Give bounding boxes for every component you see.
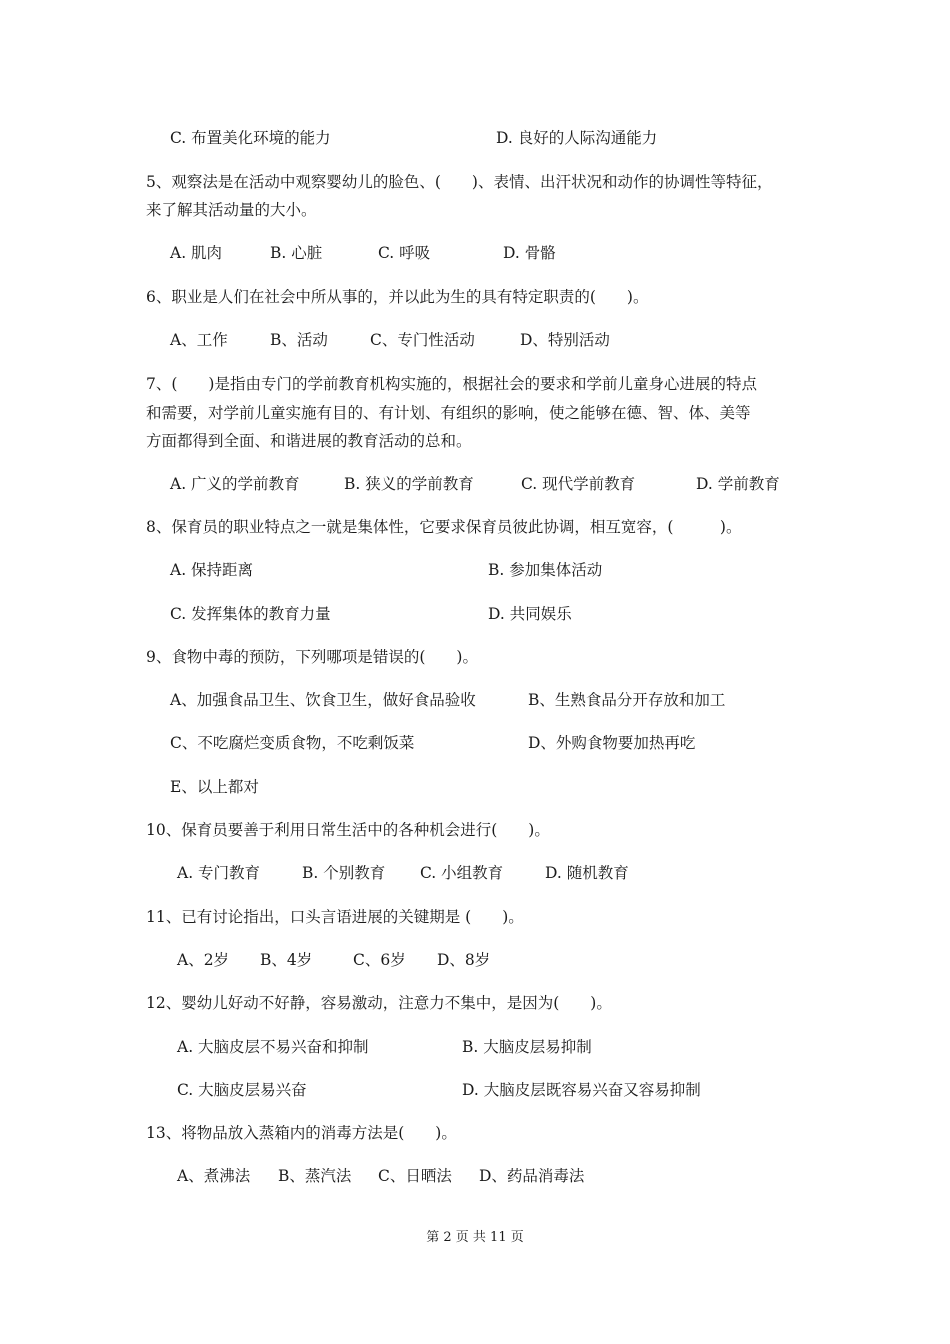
q13-option-c: C、日晒法: [378, 1167, 452, 1185]
q5-option-d: D. 骨骼: [503, 244, 556, 262]
q12-option-c: C. 大脑皮层易兴奋: [177, 1081, 307, 1099]
q9-text: 9、食物中毒的预防，下列哪项是错误的( )。: [146, 648, 478, 666]
q8-text: 8、保育员的职业特点之一就是集体性，它要求保育员彼此协调，相互宽容，( )。: [146, 518, 742, 536]
q7-option-a: A. 广义的学前教育: [170, 475, 300, 493]
q9-option-d: D、外购食物要加热再吃: [528, 734, 696, 752]
q12-text: 12、婴幼儿好动不好静，容易激动，注意力不集中，是因为( )。: [146, 994, 612, 1012]
q11-option-d: D、8岁: [437, 951, 491, 969]
q5-option-c: C. 呼吸: [378, 244, 431, 262]
q5-option-b: B. 心脏: [270, 244, 323, 262]
q8-option-c: C. 发挥集体的教育力量: [170, 605, 331, 623]
q10-option-b: B. 个别教育: [302, 864, 386, 882]
q12-option-a: A. 大脑皮层不易兴奋和抑制: [177, 1038, 369, 1056]
q7-text-line1: 7、( )是指由专门的学前教育机构实施的，根据社会的要求和学前儿童身心进展的特点: [146, 375, 757, 393]
q11-option-c: C、6岁: [353, 951, 406, 969]
q13-option-b: B、蒸汽法: [278, 1167, 352, 1185]
q12-option-d: D. 大脑皮层既容易兴奋又容易抑制: [462, 1081, 701, 1099]
q5-text-line2: 来了解其活动量的大小。: [146, 201, 317, 219]
q10-option-c: C. 小组教育: [420, 864, 504, 882]
q7-text-line3: 方面都得到全面、和谐进展的教育活动的总和。: [146, 432, 472, 450]
q6-option-d: D、特别活动: [520, 331, 610, 349]
q7-option-c: C. 现代学前教育: [521, 475, 636, 493]
q11-option-b: B、4岁: [260, 951, 313, 969]
q5-text-line1: 5、观察法是在活动中观察婴幼儿的脸色、( )、表情、出汗状况和动作的协调性等特征，: [146, 173, 773, 191]
q13-text: 13、将物品放入蒸箱内的消毒方法是( )。: [146, 1124, 457, 1142]
q6-option-a: A、工作: [170, 331, 228, 349]
q7-text-line2: 和需要，对学前儿童实施有目的、有计划、有组织的影响，使之能够在德、智、体、美等: [146, 404, 751, 422]
q10-option-a: A. 专门教育: [177, 864, 261, 882]
q9-option-c: C、不吃腐烂变质食物，不吃剩饭菜: [170, 734, 415, 752]
q12-option-b: B. 大脑皮层易抑制: [462, 1038, 592, 1056]
q11-text: 11、已有讨论指出，口头言语进展的关键期是 ( )。: [146, 908, 524, 926]
q10-option-d: D. 随机教育: [545, 864, 629, 882]
q6-option-c: C、专门性活动: [370, 331, 475, 349]
q6-option-b: B、活动: [270, 331, 328, 349]
q9-option-e: E、以上都对: [170, 778, 259, 796]
q8-option-d: D. 共同娱乐: [488, 605, 572, 623]
q8-option-a: A. 保持距离: [170, 561, 254, 579]
q4-option-d: D. 良好的人际沟通能力: [496, 129, 658, 147]
q11-option-a: A、2岁: [177, 951, 230, 969]
page-number-footer: 第 2 页 共 11 页: [426, 1230, 524, 1245]
q7-option-d: D. 学前教育: [696, 475, 780, 493]
q8-option-b: B. 参加集体活动: [488, 561, 603, 579]
q7-option-b: B. 狭义的学前教育: [344, 475, 474, 493]
q10-text: 10、保育员要善于利用日常生活中的各种机会进行( )。: [146, 821, 550, 839]
q4-option-c: C. 布置美化环境的能力: [170, 129, 331, 147]
q6-text: 6、职业是人们在社会中所从事的，并以此为生的具有特定职责的( )。: [146, 288, 649, 306]
q13-option-a: A、煮沸法: [177, 1167, 251, 1185]
q13-option-d: D、药品消毒法: [479, 1167, 585, 1185]
q5-option-a: A. 肌肉: [170, 244, 223, 262]
q9-option-a: A、加强食品卫生、饮食卫生，做好食品验收: [170, 691, 476, 709]
q9-option-b: B、生熟食品分开存放和加工: [528, 691, 726, 709]
